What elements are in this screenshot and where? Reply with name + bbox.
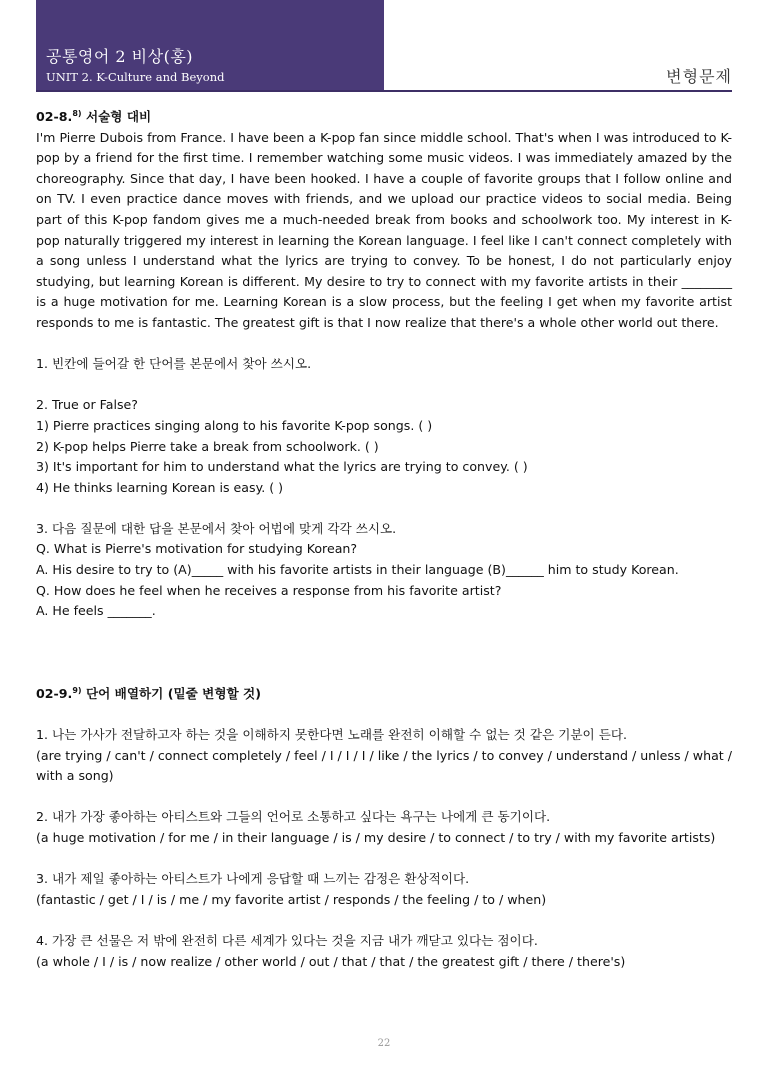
tf-item: 1) Pierre practices singing along to his favorite K-pop songs. ( ) [36, 417, 433, 433]
header-banner [36, 0, 384, 92]
reading-passage: I'm Pierre Dubois from France. I have been a K-pop fan since middle school. That's when I was introduced to K-pop by a friend for the first time. I remember watching some music videos. I was immediately amazed by the choreography. Since that day, I have been hooked. I have a couple of favorite groups that I follow online and on TV. I even practice dance moves with friends, and we upload our practice videos to social media. Being part of this K-pop fandom gives me a much-needed break from books and schoolwork too. My interest in K-pop naturally triggered my interest in learning the Korean language. I feel like I can't connect completely with a song unless I understand what the lyrics are trying to convey. To be honest, I do not particularly enjoy studying, but learning Korean is different. My desire to try to connect with my favorite artists in their ________ is a huge motivation for me. Learning Korean is a slow process, but the feeling I get when my favorite artist responds to me is fantastic. The greatest gift is that I now realize that there's a whole other world out there. [36, 129, 732, 330]
section-number: 02-8. [36, 109, 73, 124]
textbook-title: 공통영어 2 비상(홍) [46, 47, 194, 66]
section-number: 02-9. [36, 685, 73, 701]
word-bank: (a huge motivation / for me / in their language / is / my desire / to connect / to try / with my favorite artists) [36, 830, 716, 845]
qa-line: A. He feels _______. [36, 603, 156, 619]
header-divider [36, 90, 732, 92]
page-number: 22 [377, 1038, 391, 1049]
tf-item: 3) It's important for him to understand what the lyrics are trying to convey. ( ) [36, 459, 528, 475]
qa-line: A. His desire to try to (A)_____ with his favorite artists in their language (B)______ him to study Korean. [36, 562, 679, 578]
qa-line: Q. How does he feel when he receives a response from his favorite artist? [36, 582, 502, 598]
korean-sentence: 1. 나는 가사가 전달하고자 하는 것을 이해하지 못한다면 노래를 완전히 이해할 수 없는 것 같은 기분이 든다. [36, 727, 628, 743]
word-bank: (a whole / I / is / now realize / other world / out / that / that / the greatest gift / there / there's) [36, 953, 626, 969]
korean-sentence: 2. 내가 가장 좋아하는 아티스트와 그들의 언어로 소통하고 싶다는 욕구는 나에게 큰 동기이다. [36, 809, 551, 825]
korean-sentence: 4. 가장 큰 선물은 저 밖에 완전히 다른 세계가 있다는 것을 지금 내가 깨닫고 있다는 점이다. [36, 932, 538, 948]
page-content [36, 107, 732, 972]
tf-item: 2) K-pop helps Pierre take a break from schoolwork. ( ) [36, 438, 379, 454]
question-1: 1. 빈칸에 들어갈 한 단어를 본문에서 찾아 쓰시오. [36, 356, 312, 372]
unit-title: UNIT 2. K-Culture and Beyond [46, 70, 225, 84]
section-badge: 변형문제 [666, 67, 732, 86]
section-9-title [36, 684, 732, 705]
qa-line: Q. What is Pierre's motivation for studying Korean? [36, 541, 358, 557]
section-heading: 서술형 대비 [85, 109, 152, 124]
question-2-title: 2. True or False? [36, 397, 138, 413]
word-bank: (fantastic / get / I / is / me / my favorite artist / responds / the feeling / to / when) [36, 891, 547, 907]
korean-sentence: 3. 내가 제일 좋아하는 아티스트가 나에게 응답할 때 느끼는 감정은 환상적이다. [36, 871, 470, 887]
section-heading: 단어 배열하기 (밑줄 변형할 것) [85, 685, 261, 701]
question-3-title: 3. 다음 질문에 대한 답을 본문에서 찾아 어법에 맞게 각각 쓰시오. [36, 520, 397, 536]
footnote-marker: 8) [72, 108, 82, 118]
footnote-marker: 9) [72, 685, 82, 695]
word-bank: (are trying / can't / connect completely / feel / I / I / I / like / the lyrics / to convey / understand / unless / what / with a song) [36, 747, 732, 784]
section-8-title [36, 107, 732, 128]
tf-item: 4) He thinks learning Korean is easy. ( ) [36, 479, 284, 495]
